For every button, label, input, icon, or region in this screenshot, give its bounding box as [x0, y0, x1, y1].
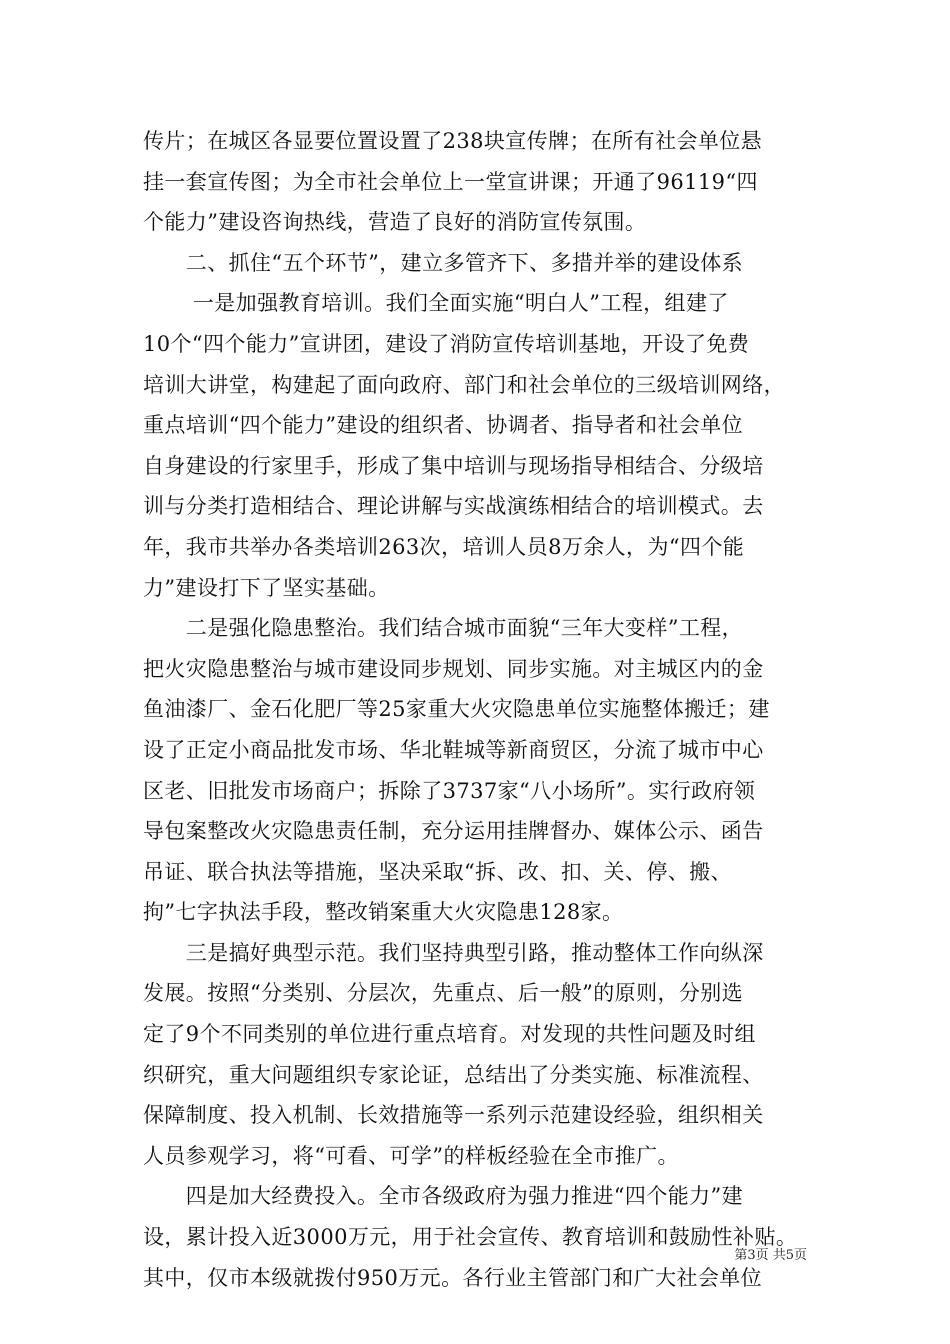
text-line: 织研究，重大问题组织专家论证，总结出了分类实施、标准流程、 — [143, 1062, 764, 1087]
text-line: 自身建设的行家里手，形成了集中培训与现场指导相结合、分级培 — [143, 453, 764, 478]
text-line: 训与分类打造相结合、理论讲解与实战演练相结合的培训模式。去 — [143, 494, 764, 519]
text-line: 人员参观学习，将“可看、可学”的样板经验在全市推广。 — [143, 1143, 679, 1168]
text-line: 吊证、联合执法等措施，坚决采取“拆、改、扣、关、停、搬、 — [143, 859, 732, 884]
text-line: 传片；在城区各显要位置设置了238块宣传牌；在所有社会单位悬 — [143, 129, 763, 153]
text-line: 挂一套宣传图；为全市社会单位上一堂宣讲课；开通了96119“四 — [143, 169, 758, 194]
text-line: 鱼油漆厂、金石化肥厂等25家重大火灾隐患单位实施整体搬迁；建 — [143, 697, 770, 722]
text-line: 区老、旧批发市场商户；拆除了3737家“八小场所”。实行政府领 — [143, 778, 756, 803]
text-line: 拘”七字执法手段，整改销案重大火灾隐患128家。 — [143, 900, 624, 925]
text-line: 10个“四个能力”宣讲团，建设了消防宣传培训基地，开设了免费 — [143, 331, 750, 356]
page-number: 第3页 共5页 — [734, 1248, 807, 1263]
text-line: 一是加强教育培训。我们全面实施“明白人”工程，组建了 — [143, 291, 729, 316]
text-line: 发展。按照“分类别、分层次，先重点、后一般”的原则，分别选 — [143, 981, 744, 1006]
text-line: 保障制度、投入机制、长效措施等一系列示范建设经验，组织相关 — [143, 1103, 764, 1128]
section-heading: 二、抓住“五个环节”，建立多管齐下、多措并举的建设体系 — [143, 250, 744, 275]
text-line: 其中，仅市本级就拨付950万元。各行业主管部门和广大社会单位 — [143, 1265, 763, 1290]
text-line: 年，我市共举办各类培训263次，培训人员8万余人，为“四个能 — [143, 534, 745, 559]
text-line: 重点培训“四个能力”建设的组织者、协调者、指导者和社会单位 — [143, 413, 744, 438]
text-line: 三是搞好典型示范。我们坚持典型引路，推动整体工作向纵深 — [143, 940, 764, 965]
text-line: 设，累计投入近3000万元，用于社会宣传、教育培训和鼓励性补贴。 — [143, 1225, 798, 1250]
text-line: 设了正定小商品批发市场、华北鞋城等新商贸区，分流了城市中心 — [143, 737, 764, 762]
body-text — [143, 121, 813, 1298]
text-line: 个能力”建设咨询热线，营造了良好的消防宣传氛围。 — [143, 210, 647, 235]
text-line: 四是加大经费投入。全市各级政府为强力推进“四个能力”建 — [143, 1184, 744, 1209]
text-line: 导包案整改火灾隐患责任制，充分运用挂牌督办、媒体公示、函告 — [143, 819, 764, 844]
text-line: 二是强化隐患整治。我们结合城市面貌“三年大变样”工程， — [143, 616, 744, 641]
text-line: 培训大讲堂，构建起了面向政府、部门和社会单位的三级培训网络， — [143, 372, 785, 397]
text-line: 定了9个不同类别的单位进行重点培育。对发现的共性问题及时组 — [143, 1022, 756, 1047]
text-line: 力”建设打下了坚实基础。 — [143, 575, 390, 600]
text-line: 把火灾隐患整治与城市建设同步规划、同步实施。对主城区内的金 — [143, 656, 764, 681]
